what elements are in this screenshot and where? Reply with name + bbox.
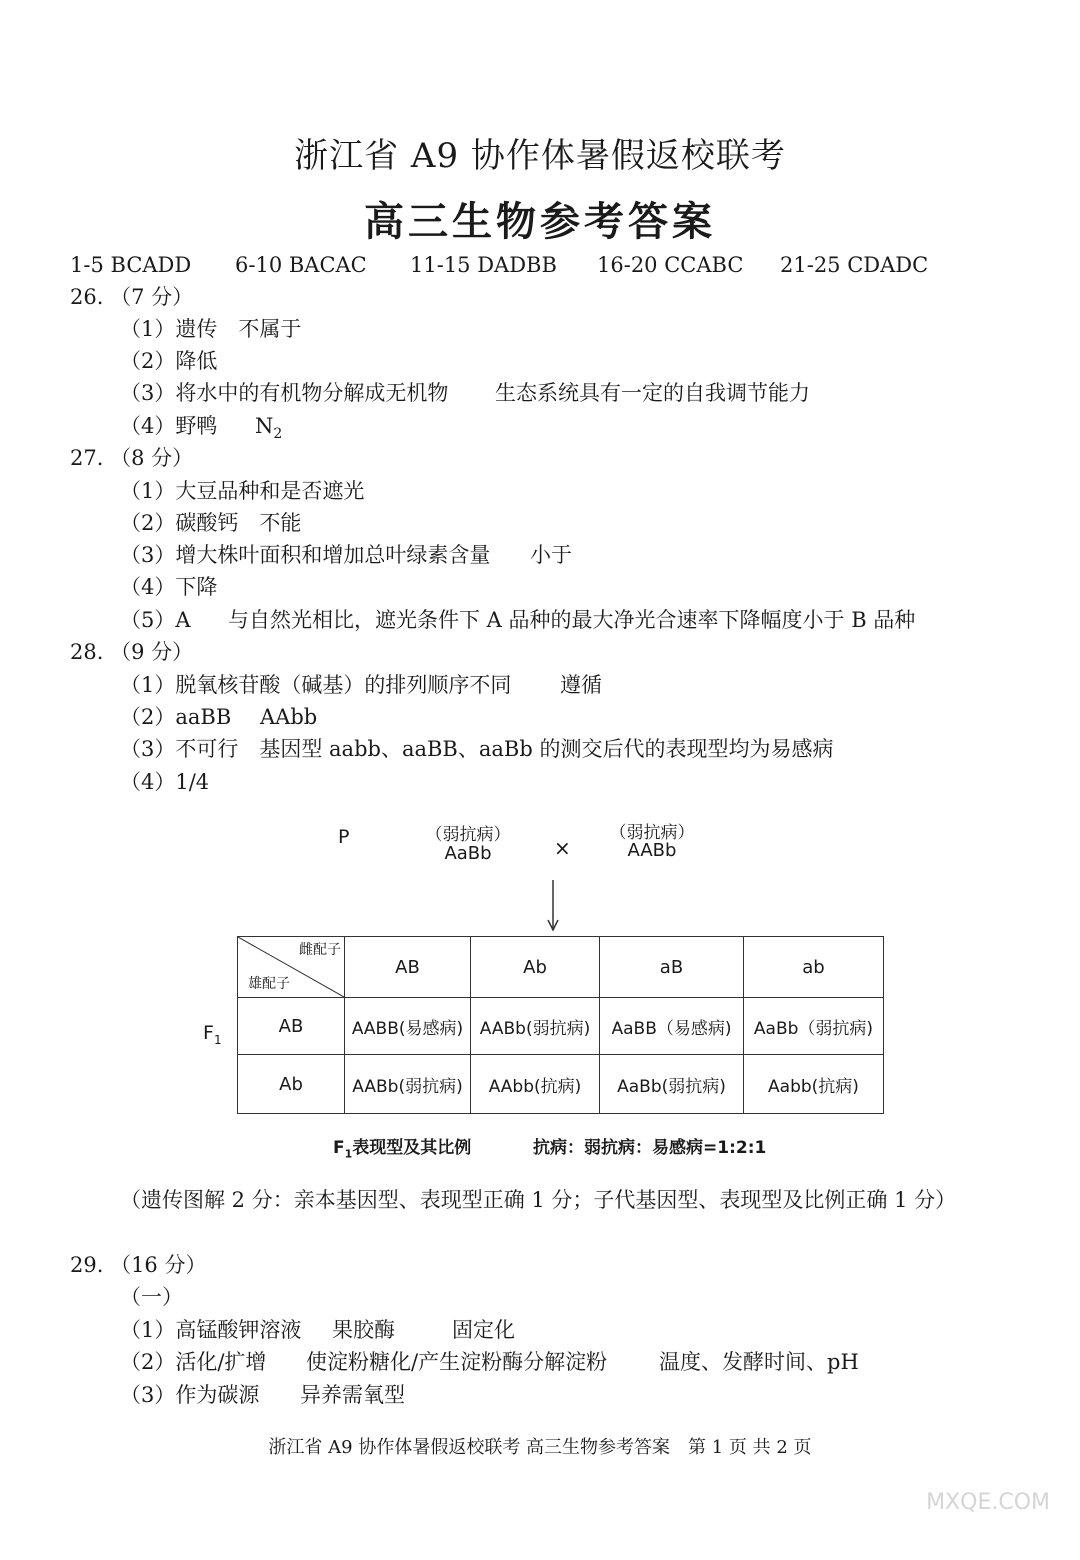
subscript: 1: [344, 1147, 353, 1161]
q28-answer-3: （3）不可行 基因型 aabb、aaBB、aaBb 的测交后代的表现型均为易感病: [120, 737, 834, 761]
parent1-phenotype: （弱抗病）: [425, 825, 511, 845]
q28-answer-1b: 遵循: [560, 673, 602, 697]
offspring-cell: AAbb(抗病): [471, 1055, 600, 1114]
q27-heading: 27. （8 分）: [70, 446, 194, 470]
male-gamete-header: 雄配子: [248, 976, 290, 992]
q29-answer-2c: 温度、发酵时间、pH: [659, 1350, 859, 1374]
answer-key-title: 高三生物参考答案: [364, 199, 716, 245]
q26-heading: 26. （7 分）: [70, 285, 194, 309]
q27-answer-2: （2）碳酸钙 不能: [120, 511, 302, 535]
q29-answer-2b: 使淀粉糖化/产生淀粉酶分解淀粉: [306, 1350, 608, 1374]
q27-answer-5b: 与自然光相比，遮光条件下 A 品种的最大净光合速率下降幅度小于 B 品种: [228, 608, 916, 632]
cross-arrow: [543, 880, 563, 934]
cross-sign: ×: [554, 836, 571, 860]
mc-answers-21-25: 21-25 CDADC: [780, 253, 929, 277]
q29-answer-3b: 异养需氧型: [300, 1383, 405, 1407]
male-gamete-Ab: Ab: [238, 1055, 345, 1114]
q27-answer-3b: 小于: [530, 543, 572, 567]
mc-answers-11-15: 11-15 DADBB: [410, 253, 557, 277]
scoring-note: （遗传图解 2 分：亲本基因型、表现型正确 1 分；子代基因型、表现型及比例正确 1 分）: [120, 1188, 957, 1212]
offspring-cell: AaBb（弱抗病): [744, 998, 884, 1055]
offspring-cell: AABB(易感病): [345, 998, 471, 1055]
q29-answer-2a: （2）活化/扩增: [120, 1350, 267, 1374]
parent2-phenotype: （弱抗病）: [609, 823, 695, 843]
offspring-cell: Aabb(抗病): [744, 1055, 884, 1114]
q27-answer-3a: （3）增大株叶面积和增加总叶绿素含量: [120, 543, 491, 567]
exam-title: 浙江省 A9 协作体暑假返校联考: [294, 136, 786, 176]
offspring-cell: AaBb(弱抗病): [600, 1055, 744, 1114]
punnett-square: [237, 936, 884, 1114]
q26-answer-2: （2）降低: [120, 349, 218, 373]
q28-answer-2b: AAbb: [260, 705, 318, 729]
subscript: 2: [273, 426, 283, 443]
parent-generation-label: P: [338, 826, 350, 848]
offspring-cell: AABb(弱抗病): [471, 998, 600, 1055]
q27-answer-1: （1）大豆品种和是否遮光: [120, 479, 365, 503]
mc-answers-1-5: 1-5 BCADD: [70, 253, 192, 277]
q28-answer-4: （4）1/4: [120, 770, 210, 794]
q26-answer-1: （1）遗传 不属于: [120, 317, 302, 341]
f1-phenotype-ratio: 抗病：弱抗病：易感病=1:2:1: [533, 1138, 767, 1158]
mc-answers-6-10: 6-10 BACAC: [235, 253, 367, 277]
punnett-corner-cell: [238, 937, 345, 998]
q29-answer-1a: （1）高锰酸钾溶液: [120, 1318, 302, 1342]
site-watermark: MXQE.COM: [926, 1490, 1050, 1515]
q29-part-label: （一）: [120, 1285, 183, 1309]
male-gamete-AB: AB: [238, 998, 345, 1055]
q29-answer-1b: 果胶酶: [332, 1318, 395, 1342]
q28-answer-2a: （2）aaBB: [120, 705, 232, 729]
q26-answer-4b: $N_2$: [255, 414, 283, 443]
female-gamete-ab: ab: [744, 937, 884, 998]
q28-answer-1a: （1）脱氧核苷酸（碱基）的排列顺序不同: [120, 673, 512, 697]
page-footer: 浙江省 A9 协作体暑假返校联考 高三生物参考答案 第 1 页 共 2 页: [268, 1437, 812, 1458]
q27-answer-4: （4）下降: [120, 575, 218, 599]
q26-answer-4a: （4）野鸭: [120, 414, 218, 438]
offspring-cell: AaBB（易感病): [600, 998, 744, 1055]
q29-answer-3a: （3）作为碳源: [120, 1383, 260, 1407]
female-gamete-aB: aB: [600, 937, 744, 998]
offspring-cell: AABb(弱抗病): [345, 1055, 471, 1114]
subscript: 1: [213, 1032, 222, 1047]
q29-heading: 29. （16 分）: [70, 1253, 207, 1277]
female-gamete-AB: AB: [345, 937, 471, 998]
f1-generation-label: $F_1$: [203, 1022, 222, 1047]
parent1-genotype: AaBb: [444, 843, 492, 864]
q26-answer-3b: 生态系统具有一定的自我调节能力: [495, 381, 810, 405]
q29-answer-1c: 固定化: [452, 1318, 515, 1342]
f1-ratio-label: $F_1$表现型及其比例: [333, 1138, 472, 1161]
q26-answer-3a: （3）将水中的有机物分解成无机物: [120, 381, 449, 405]
q28-heading: 28. （9 分）: [70, 640, 194, 664]
female-gamete-Ab: Ab: [471, 937, 600, 998]
parent2-genotype: AABb: [627, 840, 677, 861]
q27-answer-5a: （5）A: [120, 608, 191, 632]
mc-answers-16-20: 16-20 CCABC: [597, 253, 744, 277]
female-gamete-header: 雌配子: [299, 942, 341, 958]
